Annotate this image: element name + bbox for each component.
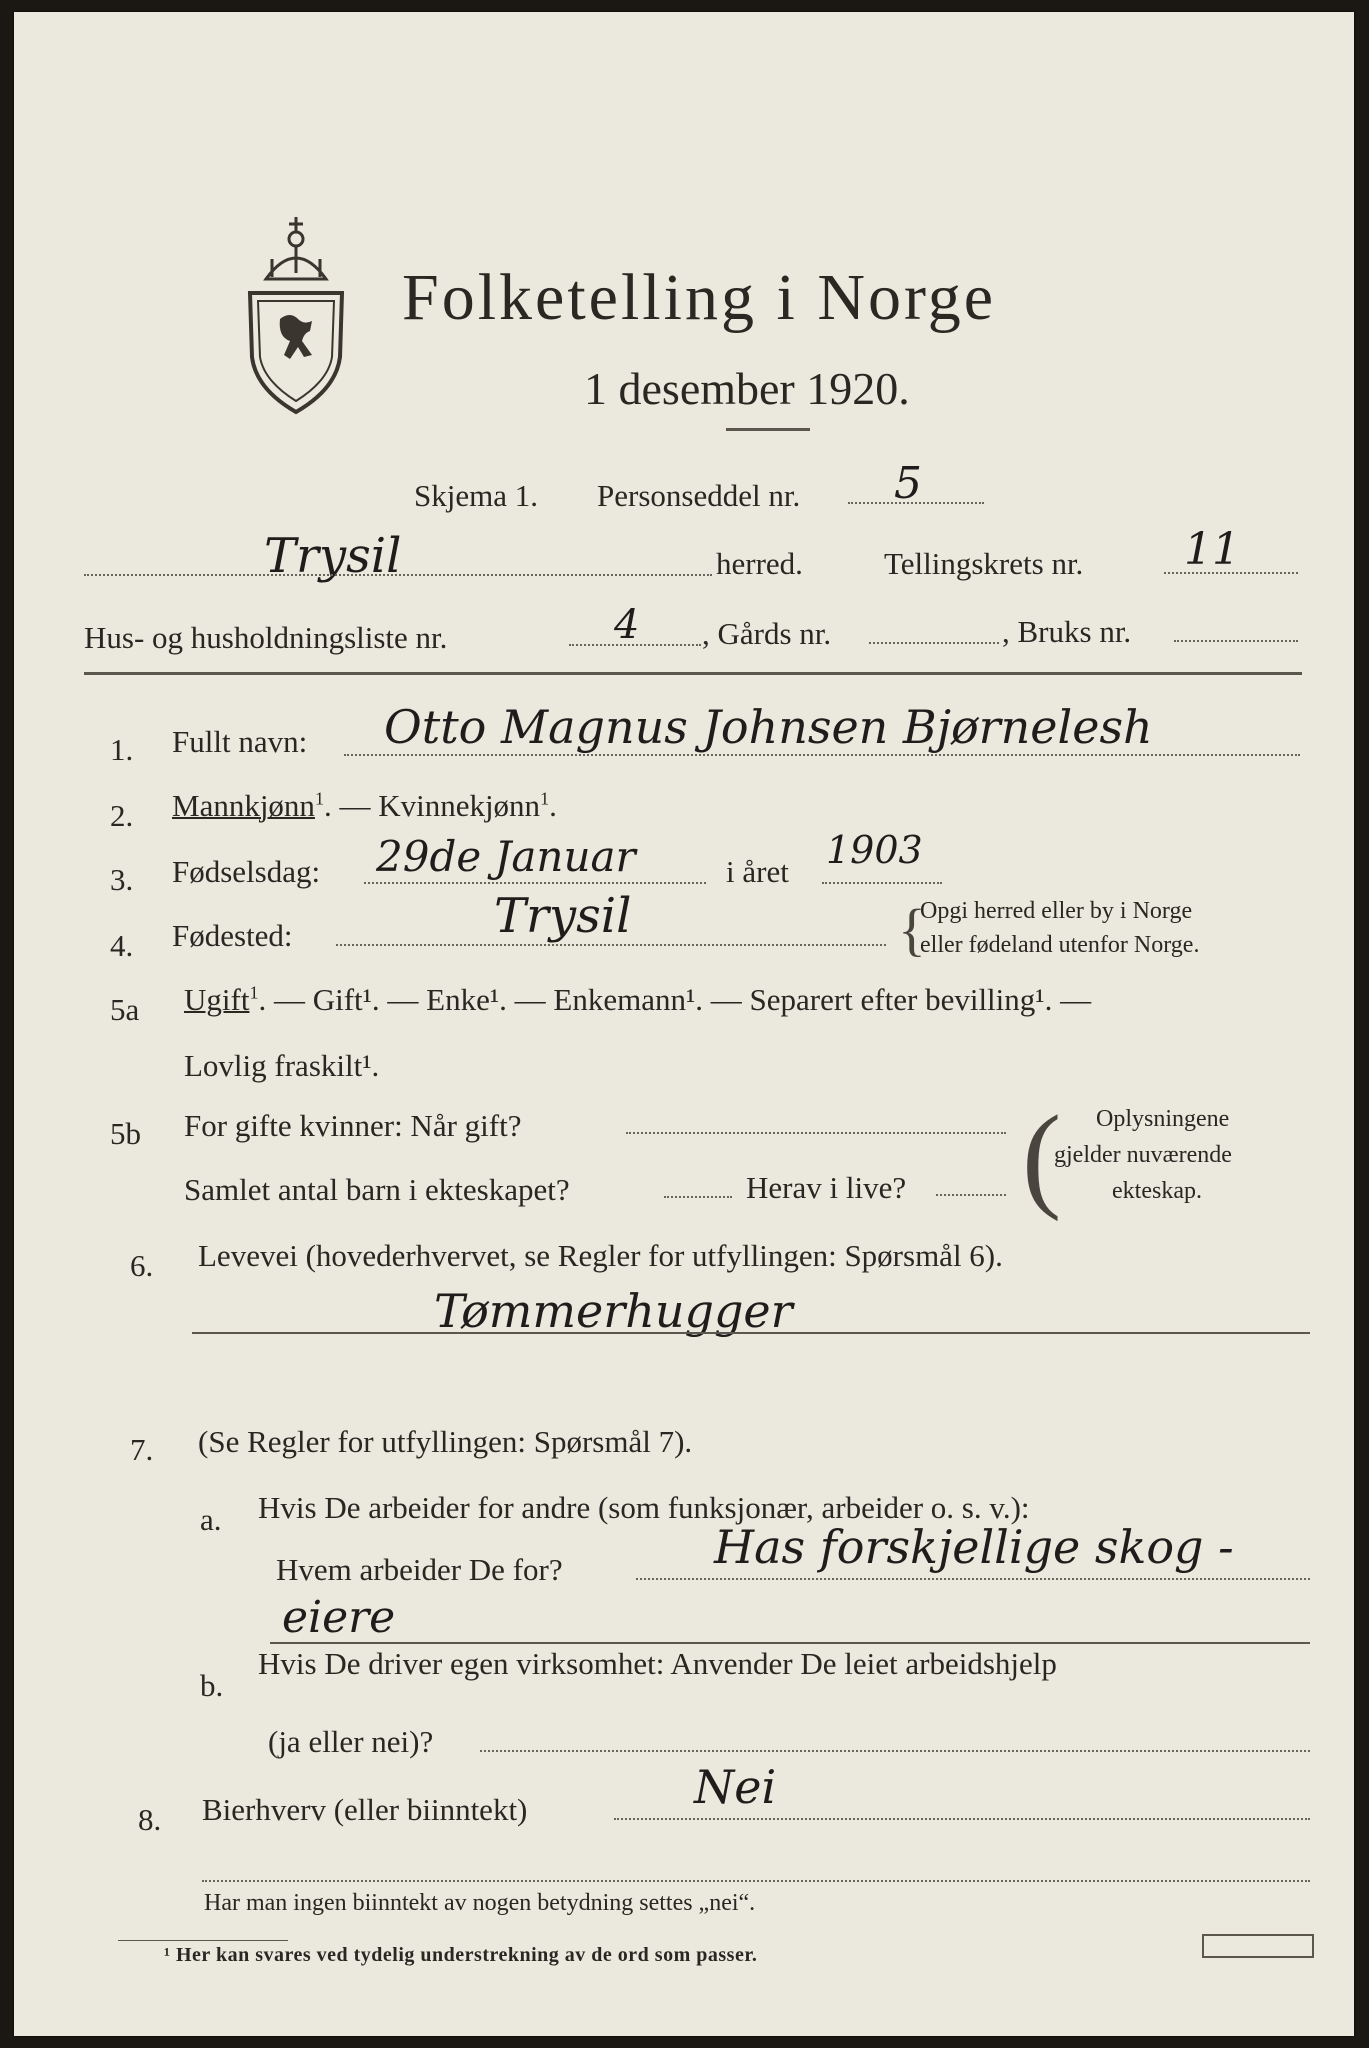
- q3-value: 29de Januar: [376, 832, 636, 881]
- q7a-number: a.: [200, 1502, 222, 1537]
- q8-number: 8.: [138, 1802, 162, 1837]
- q5b-line1: [626, 1132, 1006, 1134]
- footnote: ¹ Her kan svares ved tydelig understrekning av de ord som passer.: [164, 1944, 758, 1966]
- tellingskrets-value: 11: [1184, 524, 1240, 575]
- q3-year-line: [822, 882, 942, 884]
- q6-number: 6.: [130, 1248, 154, 1283]
- form-title: Folketelling i Norge: [402, 261, 997, 334]
- q5b-label3: Herav i live?: [746, 1170, 907, 1205]
- q4-line: [336, 944, 886, 946]
- q4-value: Trysil: [494, 888, 632, 944]
- q8-label: Bierhverv (eller biinntekt): [202, 1792, 528, 1827]
- q8-line: [614, 1818, 1310, 1820]
- q5b-note-line2: gjelder nuværende: [1054, 1142, 1232, 1168]
- bruks-line: [1174, 640, 1298, 642]
- norway-coat-of-arms-icon: [236, 207, 356, 417]
- personseddel-value: 5: [894, 458, 922, 509]
- header-separator: [84, 672, 1302, 675]
- q6-label: Levevei (hovederhvervet, se Regler for utfyllingen: Spørsmål 6).: [198, 1238, 1003, 1273]
- q4-note-brace: {: [898, 897, 926, 962]
- q1-line: [344, 754, 1300, 756]
- q7b-label1: Hvis De driver egen virksomhet: Anvender De leiet arbeidshjelp: [258, 1646, 1057, 1681]
- q2-number: 2.: [110, 798, 134, 833]
- q1-value: Otto Magnus Johnsen Bjørnelesh: [384, 700, 1153, 754]
- q6-value: Tømmerhugger: [434, 1284, 793, 1338]
- q5a-ugift-option: Ugift: [184, 982, 250, 1017]
- q7a-label2: Hvem arbeider De for?: [276, 1552, 563, 1587]
- q7b-number: b.: [200, 1668, 224, 1703]
- hus-label: Hus- og husholdningsliste nr.: [84, 620, 448, 655]
- q5a-line2: Lovlig fraskilt¹.: [184, 1048, 380, 1083]
- q5b-line2: [664, 1196, 732, 1198]
- q5b-note-line3: ekteskap.: [1112, 1178, 1202, 1204]
- printer-stamp: [1202, 1934, 1314, 1958]
- q8-value: Nei: [694, 1760, 777, 1814]
- census-date: 1 desember 1920.: [584, 363, 910, 414]
- q2-female-option: Kvinnekjønn: [378, 788, 541, 823]
- q3-number: 3.: [110, 862, 134, 897]
- q5a-number: 5a: [110, 992, 140, 1027]
- q5b-note-paren: (: [1022, 1091, 1062, 1222]
- q7b-line: [480, 1750, 1310, 1752]
- q1-number: 1.: [110, 732, 134, 767]
- q7-number: 7.: [130, 1432, 154, 1467]
- q5b-number: 5b: [110, 1116, 141, 1151]
- q6-line: [192, 1332, 1310, 1334]
- q5b-note-line1: Oplysningene: [1096, 1106, 1230, 1132]
- q7a-line2: [270, 1642, 1310, 1644]
- q7b-label2: (ja eller nei)?: [268, 1724, 434, 1759]
- q3-line: [364, 882, 706, 884]
- footer-note: Har man ingen biinntekt av nogen betydning settes „nei“.: [204, 1890, 756, 1916]
- q7-label: (Se Regler for utfyllingen: Spørsmål 7).: [198, 1424, 693, 1459]
- q8-line2: [202, 1880, 1310, 1882]
- herred-value: Trysil: [264, 528, 402, 584]
- q4-label: Fødested:: [172, 918, 293, 953]
- q7a-value2: eiere: [282, 1592, 396, 1643]
- footnote-rule: [118, 1940, 288, 1941]
- q4-note-line1: Opgi herred eller by i Norge: [920, 898, 1193, 924]
- personseddel-label: Personseddel nr.: [597, 478, 801, 513]
- q4-note-line2: eller fødeland utenfor Norge.: [920, 932, 1200, 958]
- q5a-options: Ugift$^1$. — Gift¹. — Enke¹. — Enkemann¹. — Separert efter bevilling¹. —: [184, 982, 1092, 1017]
- q5b-label1: For gifte kvinner: Når gift?: [184, 1108, 522, 1143]
- q4-number: 4.: [110, 928, 134, 963]
- q5b-label2: Samlet antal barn i ekteskapet?: [184, 1172, 570, 1207]
- herred-label: herred.: [716, 546, 803, 581]
- q1-label: Fullt navn:: [172, 724, 308, 759]
- skjema-label: Skjema 1.: [414, 478, 538, 513]
- q2-male-option: Mannkjønn: [172, 788, 315, 823]
- gards-line: [869, 642, 999, 644]
- q3-year-label: i året: [726, 854, 789, 889]
- herred-line: [84, 574, 712, 576]
- q7a-label1: Hvis De arbeider for andre (som funksjonær, arbeider o. s. v.):: [258, 1490, 1030, 1525]
- q7a-line1: [636, 1578, 1310, 1580]
- q2-options: Mannkjønn$^1$. — Kvinnekjønn$^1$.: [172, 788, 557, 823]
- q3-label: Fødselsdag:: [172, 854, 321, 889]
- bruks-label: , Bruks nr.: [1002, 614, 1132, 649]
- gards-label: , Gårds nr.: [702, 616, 832, 651]
- census-form-sheet: [14, 12, 1354, 2036]
- q5b-line3: [936, 1194, 1006, 1196]
- tellingskrets-label: Tellingskrets nr.: [884, 546, 1084, 581]
- q7a-value1: Has forskjellige skog -: [714, 1520, 1234, 1574]
- title-divider: [726, 428, 810, 431]
- hus-value: 4: [614, 602, 640, 648]
- q3-year-value: 1903: [826, 828, 923, 872]
